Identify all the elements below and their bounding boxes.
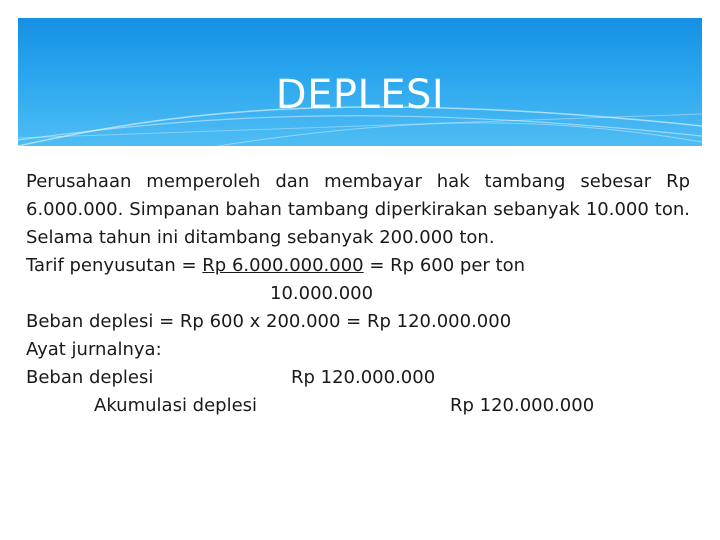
beban-line: Beban deplesi = Rp 600 x 200.000 = Rp 120.000.000 <box>26 311 512 332</box>
tarif-numerator: Rp 6.000.000.000 <box>202 255 364 276</box>
journal-credit-row <box>26 392 690 420</box>
journal-debit-amount: Rp 120.000.000 <box>291 367 436 388</box>
intro-paragraph: Perusahaan memperoleh dan membayar hak tambang sebesar Rp 6.000.000. Simpanan bahan tambang diperkirakan sebanyak 10.000 ton. Selama tahun ini ditambang sebanyak 200.000 ton. <box>26 171 690 248</box>
slide-title: DEPLESI <box>275 72 445 118</box>
tarif-label: Tarif penyusutan = <box>26 255 203 276</box>
journal-debit-account: Beban deplesi <box>26 367 154 388</box>
tarif-denominator: 10.000.000 <box>270 283 374 304</box>
ayat-heading: Ayat jurnalnya: <box>26 339 162 360</box>
tarif-result: = Rp 600 per ton <box>363 255 525 276</box>
journal-credit-account: Akumulasi deplesi <box>94 395 258 416</box>
journal-debit-row <box>26 364 690 392</box>
journal-credit-amount: Rp 120.000.000 <box>450 395 595 416</box>
tarif-line <box>26 252 690 280</box>
title-banner <box>18 18 702 146</box>
slide-body <box>26 168 690 420</box>
